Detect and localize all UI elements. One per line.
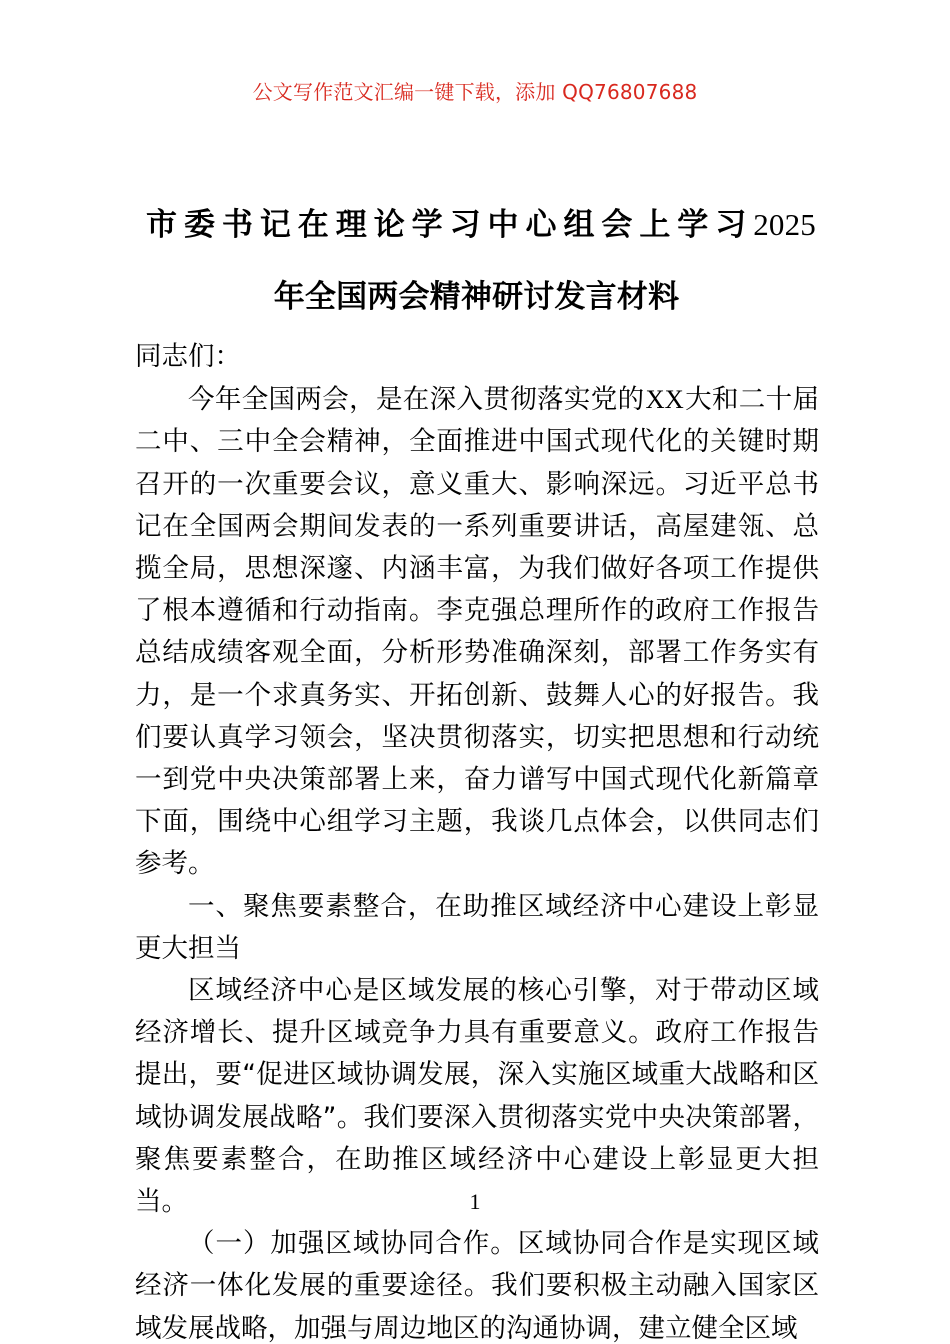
paragraph-intro	[135, 378, 819, 885]
promo-header-text: 公文写作范文汇编一键下载，添加 QQ76807688	[252, 80, 698, 104]
section-heading-1: 一、聚焦要素整合，在助推区域经济中心建设上彰显更大担当	[135, 890, 819, 964]
page-number: 1	[469, 1189, 481, 1214]
paragraph-intro-part-b: 大和二十届二中、三中全会精神，全面推进中国式现代化的关键时期召开的一次重要会议，意义重大、影响深远。习近平总书记在全国两会期间发表的一系列重要讲话，高屋建瓴、总揽全局，思想深邃、内涵丰富，为我们做好各项工作提供了根本遵循和行动指南。李克强总理所作的政府工作报告总结成绩客观全面，分析形势准确深刻，部署工作务实有力，是一个求真务实、开拓创新、鼓舞人心的好报告。我们要认真学习领会，坚决贯彻落实，切实把思想和行动统一到党中央决策部署上来，奋力谱写中国式现代化新篇章下面，围绕中心组学习主题，我谈几点体会，以供同志们参考。	[135, 384, 820, 880]
paragraph-subsection-1: （一）加强区域协同合作。区域协同合作是实现区域经济一体化发展的重要途径。我们要积极主动融入国家区域发展战略，加强与周边地区的沟通协调，建立健全区域	[135, 1228, 819, 1344]
document-title-line-1-text: 市委书记在理论学习中心组会上学习	[146, 206, 754, 243]
paragraph-intro-part-a: 今年全国两会，是在深入贯彻落实党的	[188, 384, 645, 416]
paragraph-intro-latin-token: XX	[645, 384, 684, 415]
paragraph-section-1-body: 区域经济中心是区域发展的核心引擎，对于带动区域经济增长、提升区域竞争力具有重要意义。政府工作报告提出，要“促进区域协调发展，深入实施区域重大战略和区域协调发展战略”。我们要深入贯彻落实党中央决策部署，聚焦要素整合，在助推区域经济中心建设上彰显更大担当。	[135, 975, 819, 1218]
document-title-year: 2025	[753, 206, 816, 242]
document-title-line-1	[135, 189, 818, 261]
salutation: 同志们：	[135, 341, 241, 372]
document-title-line-2: 年全国两会精神研讨发言材料	[273, 278, 680, 315]
document-title	[135, 189, 818, 333]
